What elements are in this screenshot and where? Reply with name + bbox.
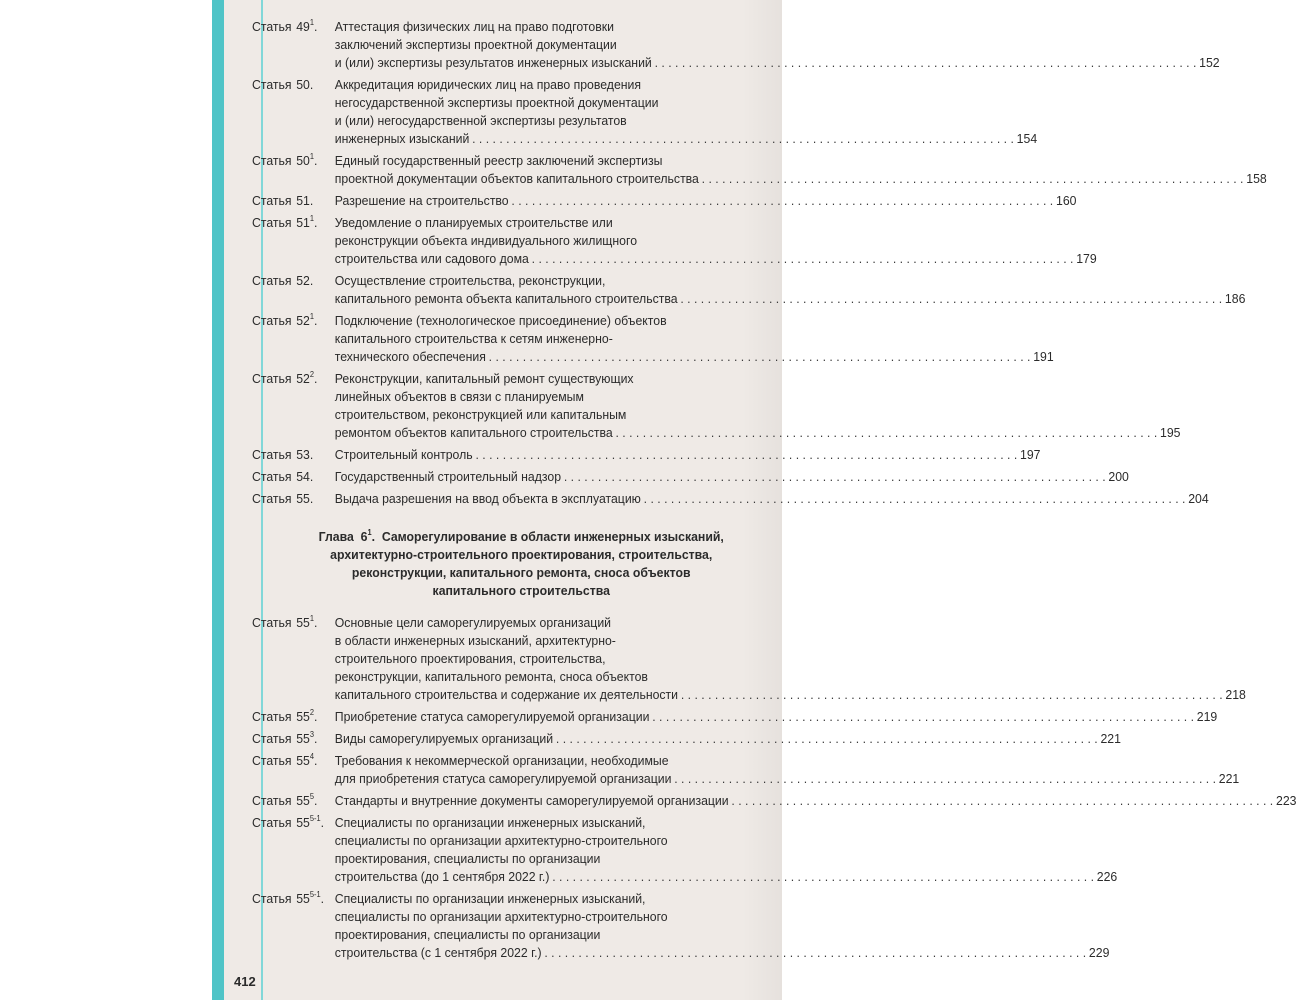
page-ref: 154	[1016, 131, 1038, 146]
article-number: 55$^{5-1}$.	[296, 814, 325, 830]
entry-title-line: Реконструкции, капитальный ремонт существующих	[334, 371, 634, 386]
entry-title-line: заключений экспертизы проектной документации	[334, 37, 617, 52]
entry-title-line: проектной документации объектов капитального строительства	[334, 171, 699, 186]
entry-last-line	[335, 348, 1054, 366]
article-label	[252, 152, 335, 188]
article-number: $55^1$.	[296, 614, 318, 630]
dot-leader	[544, 944, 1086, 962]
article-label	[252, 490, 335, 508]
entry-title-line: Выдача разрешения на ввод объекта в эксплуатацию	[334, 491, 641, 506]
chapter-number: 6	[360, 529, 368, 544]
article-number: $51^1$.	[296, 214, 318, 230]
chapter-heading	[252, 528, 772, 600]
article-number: $52^1$.	[296, 312, 318, 328]
chapter-prefix: Глава	[318, 529, 354, 544]
dot-leader	[681, 686, 1223, 704]
entry-last-line	[335, 446, 1041, 464]
entry-title	[335, 814, 1117, 886]
article-word: Статья	[252, 731, 292, 746]
article-word: Статья	[252, 313, 292, 328]
page-ref: 226	[1096, 869, 1118, 884]
dot-leader	[475, 446, 1017, 464]
article-number: $55^4$.	[296, 752, 318, 768]
entry-title-line: капитального строительства и содержание их деятельности	[334, 687, 679, 702]
entry-title	[335, 730, 1121, 748]
article-number-value: 51	[296, 215, 310, 230]
entry-title	[335, 614, 1246, 704]
entry-title-line: Основные цели саморегулируемых организаций	[334, 615, 612, 630]
entry-title	[335, 214, 1097, 268]
page-ref: 218	[1225, 687, 1246, 702]
article-superscript: 4	[309, 752, 314, 761]
article-superscript: 5-1	[309, 890, 321, 899]
article-word: Статья	[252, 793, 292, 808]
article-word: Статья	[252, 193, 292, 208]
entry-title-line: капитального ремонта объекта капитального строительства	[334, 291, 678, 306]
article-superscript: 1	[309, 214, 314, 223]
article-label	[252, 708, 335, 726]
entry-title-line: Требования к некоммерческой организации, необходимые	[334, 753, 669, 768]
toc-entry	[252, 730, 1121, 748]
article-word: Статья	[252, 447, 292, 462]
toc-entry	[252, 312, 1054, 366]
page-ref: 229	[1088, 945, 1110, 960]
article-number-value: 55	[296, 615, 310, 630]
toc-entry	[252, 18, 1220, 72]
toc-entry	[252, 814, 1118, 886]
entry-last-line	[335, 54, 1220, 72]
entry-title	[335, 752, 1239, 788]
entry-title-line: проектирования, специалисты по организации	[334, 927, 601, 942]
article-number: $55^3$.	[296, 730, 318, 746]
article-number-value: 52	[296, 371, 310, 386]
entry-title	[335, 890, 1110, 962]
toc-list-top	[252, 18, 1267, 508]
toc-entry	[252, 490, 1209, 508]
article-superscript: 1	[309, 312, 314, 321]
entry-last-line	[335, 730, 1121, 748]
article-number	[296, 272, 313, 290]
chapter-sup: 1	[367, 528, 372, 537]
toc-entry	[252, 890, 1110, 962]
entry-title	[335, 792, 1296, 810]
article-label	[252, 792, 335, 810]
article-superscript: 1	[309, 614, 314, 623]
entry-title	[335, 370, 1181, 442]
page-ref: 197	[1020, 447, 1041, 462]
article-label	[252, 272, 335, 308]
entry-last-line	[335, 770, 1239, 788]
entry-title-line: Единый государственный реестр заключений экспертизы	[334, 153, 663, 168]
entry-title-line: Подключение (технологическое присоединение) объектов	[334, 313, 667, 328]
page-ref: 200	[1108, 469, 1129, 484]
page-ref: 219	[1196, 709, 1218, 724]
article-label	[252, 752, 335, 788]
entry-title-line: Аккредитация юридических лиц на право проведения	[334, 77, 642, 92]
article-number-value: 55	[296, 709, 310, 724]
article-label	[252, 18, 335, 72]
entry-title-line: для приобретения статуса саморегулируемой организации	[334, 771, 672, 786]
article-number	[296, 76, 313, 94]
page-ref: 191	[1033, 349, 1054, 364]
article-number: $55^5$.	[296, 792, 318, 808]
dot-leader	[655, 54, 1197, 72]
article-superscript: 3	[309, 730, 314, 739]
page-ref: 160	[1055, 193, 1077, 208]
article-number-value: 49	[296, 19, 310, 34]
dot-leader	[731, 792, 1273, 810]
chapter-title-line: капитального строительства	[432, 583, 610, 598]
article-label	[252, 76, 335, 148]
article-number-value: 53.	[296, 447, 314, 462]
entry-title	[335, 312, 1054, 366]
entry-title-line: проектирования, специалисты по организации	[334, 851, 601, 866]
page-ref: 186	[1224, 291, 1246, 306]
entry-title-line: и (или) экспертизы результатов инженерных изысканий	[334, 55, 652, 70]
dot-leader	[472, 130, 1014, 148]
toc-entry	[252, 792, 1296, 810]
entry-title-line: строительства или садового дома	[334, 251, 529, 266]
article-number: $50^1$.	[296, 152, 318, 168]
entry-title-line: Разрешение на строительство	[334, 193, 509, 208]
entry-title-line: специалисты по организации архитектурно-строительного	[334, 909, 668, 924]
dot-leader	[680, 290, 1222, 308]
dot-leader	[511, 192, 1053, 210]
entry-title-line: линейных объектов в связи с планируемым	[334, 389, 584, 404]
page-ref: 195	[1160, 425, 1181, 440]
article-word: Статья	[252, 469, 292, 484]
entry-title-line: Аттестация физических лиц на право подготовки	[334, 19, 614, 34]
page-ref: 152	[1199, 55, 1220, 70]
article-word: Статья	[252, 19, 292, 34]
article-number	[296, 490, 313, 508]
article-word: Статья	[252, 709, 292, 724]
entry-title	[335, 708, 1217, 726]
entry-last-line	[335, 708, 1217, 726]
article-number	[296, 446, 313, 464]
entry-last-line	[335, 792, 1296, 810]
article-label	[252, 192, 335, 210]
page-ref: 221	[1100, 731, 1121, 746]
entry-title-line: Виды саморегулируемых организаций	[334, 731, 554, 746]
article-number-value: 55	[296, 731, 310, 746]
dot-leader	[644, 490, 1186, 508]
article-number-value: 55	[296, 753, 310, 768]
article-word: Статья	[252, 153, 292, 168]
toc-entry	[252, 76, 1038, 148]
article-number: $55^2$.	[296, 708, 318, 724]
dot-leader	[489, 348, 1031, 366]
article-number: 55$^{5-1}$.	[296, 890, 325, 906]
dot-leader	[532, 250, 1074, 268]
entry-last-line	[335, 868, 1117, 886]
dot-leader	[702, 170, 1244, 188]
toc-entry	[252, 192, 1077, 210]
article-word: Статья	[252, 371, 292, 386]
page-ref: 221	[1218, 771, 1240, 786]
article-number-value: 52.	[296, 273, 314, 288]
entry-last-line	[335, 192, 1077, 210]
article-number-value: 51.	[296, 193, 314, 208]
entry-title-line: технического обеспечения	[334, 349, 486, 364]
entry-last-line	[335, 170, 1267, 188]
article-number-value: 55	[296, 793, 310, 808]
cover-edge-strip	[212, 0, 224, 1000]
entry-last-line	[335, 468, 1129, 486]
entry-title-line: строительством, реконструкцией или капитальным	[334, 407, 627, 422]
article-number-value: 55.	[296, 491, 314, 506]
article-word: Статья	[252, 77, 292, 92]
entry-title-line: специалисты по организации архитектурно-строительного	[334, 833, 668, 848]
article-superscript: 2	[309, 708, 314, 717]
article-word: Статья	[252, 491, 292, 506]
page-ref: 179	[1076, 251, 1097, 266]
entry-title-line: реконструкции объекта индивидуального жилищного	[334, 233, 638, 248]
article-number-value: 50	[296, 153, 310, 168]
entry-title	[335, 468, 1129, 486]
chapter-title-first: Саморегулирование в области инженерных изысканий,	[381, 529, 724, 544]
entry-title-line: Приобретение статуса саморегулируемой организации	[334, 709, 650, 724]
dot-leader	[615, 424, 1157, 442]
entry-title-line: капитального строительства к сетям инженерно-	[334, 331, 613, 346]
entry-title	[335, 152, 1267, 188]
article-number-value: 52	[296, 313, 310, 328]
page-ref: 223	[1276, 793, 1296, 808]
entry-title-line: реконструкции, капитального ремонта, сноса объектов	[334, 669, 648, 684]
article-number: $52^2$.	[296, 370, 318, 386]
toc-list-bottom	[252, 614, 1296, 962]
article-superscript: 2	[309, 370, 314, 379]
article-number	[296, 468, 313, 486]
entry-title-line: строительного проектирования, строительства,	[334, 651, 606, 666]
article-number-value: 55	[296, 815, 310, 830]
article-label	[252, 446, 335, 464]
entry-title-line: инженерных изысканий	[334, 131, 470, 146]
article-word: Статья	[252, 615, 292, 630]
article-word: Статья	[252, 815, 292, 830]
toc-entry	[252, 370, 1181, 442]
entry-title	[335, 18, 1220, 72]
page-ref: 158	[1246, 171, 1267, 186]
entry-title-line: Специалисты по организации инженерных изысканий,	[334, 891, 646, 906]
entry-title-line: Стандарты и внутренние документы саморегулируемой организации	[334, 793, 729, 808]
chapter-heading-first-line: Глава $6^1$. Саморегулирование в области инженерных изысканий,	[318, 528, 724, 544]
article-label	[252, 370, 335, 442]
toc-entry	[252, 752, 1240, 788]
dot-leader	[556, 730, 1098, 748]
dot-leader	[552, 868, 1094, 886]
entry-last-line	[335, 290, 1246, 308]
entry-last-line	[335, 130, 1037, 148]
article-label	[252, 312, 335, 366]
article-number-value: 54.	[296, 469, 314, 484]
article-word: Статья	[252, 273, 292, 288]
dot-leader	[674, 770, 1216, 788]
entry-title	[335, 192, 1077, 210]
article-number	[296, 192, 313, 210]
entry-title-line: строительства (до 1 сентября 2022 г.)	[334, 869, 550, 884]
entry-title-line: Специалисты по организации инженерных изысканий,	[334, 815, 646, 830]
article-number: $49^1$.	[296, 18, 318, 34]
entry-title	[335, 76, 1037, 148]
toc-entry	[252, 614, 1246, 704]
toc-entry	[252, 468, 1129, 486]
article-label	[252, 614, 335, 704]
entry-last-line	[335, 944, 1110, 962]
entry-title-line: и (или) негосударственной экспертизы результатов	[334, 113, 627, 128]
page-ref: 204	[1188, 491, 1209, 506]
toc-entry	[252, 152, 1267, 188]
article-number-value: 55	[296, 891, 310, 906]
entry-last-line	[335, 686, 1246, 704]
entry-title-line: строительства (с 1 сентября 2022 г.)	[334, 945, 542, 960]
toc-entry	[252, 214, 1097, 268]
article-superscript: 5-1	[309, 814, 321, 823]
dot-leader	[564, 468, 1106, 486]
article-number-value: 50.	[296, 77, 314, 92]
article-label	[252, 890, 335, 962]
entry-title	[335, 446, 1041, 464]
chapter-title-line: реконструкции, капитального ремонта, сноса объектов	[351, 565, 691, 580]
article-label	[252, 468, 335, 486]
article-word: Статья	[252, 891, 292, 906]
entry-title-line: Уведомление о планируемых строительстве или	[334, 215, 613, 230]
toc-entry	[252, 272, 1246, 308]
article-label	[252, 214, 335, 268]
article-superscript: 1	[309, 152, 314, 161]
entry-last-line	[335, 424, 1181, 442]
entry-title	[335, 272, 1246, 308]
dot-leader	[652, 708, 1194, 726]
toc-entry	[252, 446, 1041, 464]
article-label	[252, 730, 335, 748]
entry-last-line	[335, 490, 1209, 508]
article-superscript: 5	[309, 792, 314, 801]
entry-last-line	[335, 250, 1097, 268]
entry-title-line: негосударственной экспертизы проектной документации	[334, 95, 659, 110]
entry-title-line: Государственный строительный надзор	[334, 469, 562, 484]
article-label	[252, 814, 335, 886]
entry-title-line: Осуществление строительства, реконструкции,	[334, 273, 606, 288]
chapter-title-line: архитектурно-строительного проектирования, строительства,	[330, 547, 713, 562]
toc-entry	[252, 708, 1218, 726]
table-of-contents	[252, 18, 1296, 966]
entry-title-line: в области инженерных изысканий, архитектурно-	[334, 633, 616, 648]
entry-title	[335, 490, 1209, 508]
article-word: Статья	[252, 753, 292, 768]
entry-title-line: Строительный контроль	[334, 447, 473, 462]
article-word: Статья	[252, 215, 292, 230]
entry-title-line: ремонтом объектов капитального строительства	[334, 425, 613, 440]
article-superscript: 1	[309, 18, 314, 27]
page-number: 412	[234, 974, 256, 989]
